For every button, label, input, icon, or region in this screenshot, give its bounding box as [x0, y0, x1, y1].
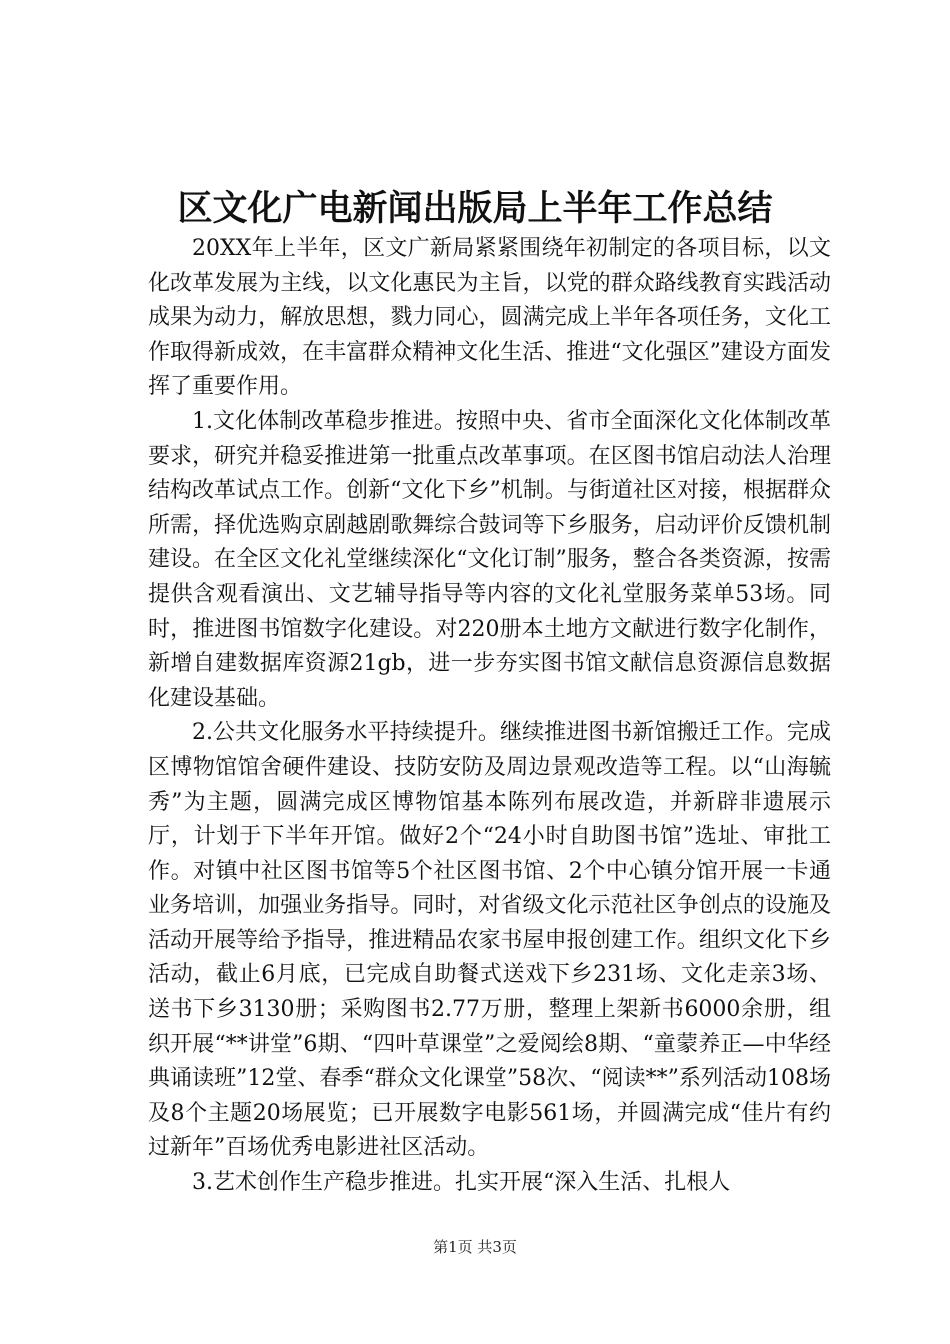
paragraph-section-1: 1.文化体制改革稳步推进。按照中央、省市全面深化文化体制改革要求，研究并稳妥推进第一批重点改革事项。在区图书馆启动法人治理结构改革试点工作。创新“文化下乡”机制。与街道社区对接，根据群众所需，择优选购京剧越剧歌舞综合鼓词等下乡服务，启动评价反馈机制建设。在全区文化礼堂继续深化“文化订制”服务，整合各类资源，按需提供含观看演出、文艺辅导指导等内容的文化礼堂服务菜单53场。同时，推进图书馆数字化建设。对220册本土地方文献进行数字化制作，新增自建数据库资源21gb，进一步夯实图书馆文献信息资源信息数据化建设基础。: [148, 408, 831, 711]
page-number-footer: 第1页 共3页: [433, 1238, 517, 1256]
paragraph-intro: 20XX年上半年，区文广新局紧紧围绕年初制定的各项目标，以文化改革发展为主线，以文化惠民为主旨，以党的群众路线教育实践活动成果为动力，解放思想，戮力同心，圆满完成上半年各项任务，文化工作取得新成效，在丰富群众精神文化生活、推进“文化强区”建设方面发挥了重要作用。: [148, 236, 831, 400]
document-title: 区文化广电新闻出版局上半年工作总结: [177, 188, 773, 229]
paragraph-section-2: 2.公共文化服务水平持续提升。继续推进图书新馆搬迁工作。完成区博物馆馆舍硬件建设、技防安防及周边景观改造等工程。以“山海毓秀”为主题，圆满完成区博物馆基本陈列布展改造，并新辟非遗展示厅，计划于下半年开馆。做好2个“24小时自助图书馆”选址、审批工作。对镇中社区图书馆等5个社区图书馆、2个中心镇分馆开展一卡通业务培训，加强业务指导。同时，对省级文化示范社区争创点的设施及活动开展等给予指导，推进精品农家书屋申报创建工作。组织文化下乡活动，截止6月底，已完成自助餐式送戏下乡231场、文化走亲3场、送书下乡3130册；采购图书2.77万册，整理上架新书6000余册，组织开展“**讲堂”6期、“四叶草课堂”之爱阅绘8期、“童蒙养正—中华经典诵读班”12堂、春季“群众文化课堂”58次、“阅读**”系列活动108场及8个主题20场展览；已开展数字电影561场，并圆满完成“佳片有约过新年”百场优秀电影进社区活动。: [148, 720, 831, 1161]
paragraph-section-3: 3.艺术创作生产稳步推进。扎实开展“深入生活、扎根人: [192, 1170, 731, 1196]
document-body: [148, 232, 831, 1201]
